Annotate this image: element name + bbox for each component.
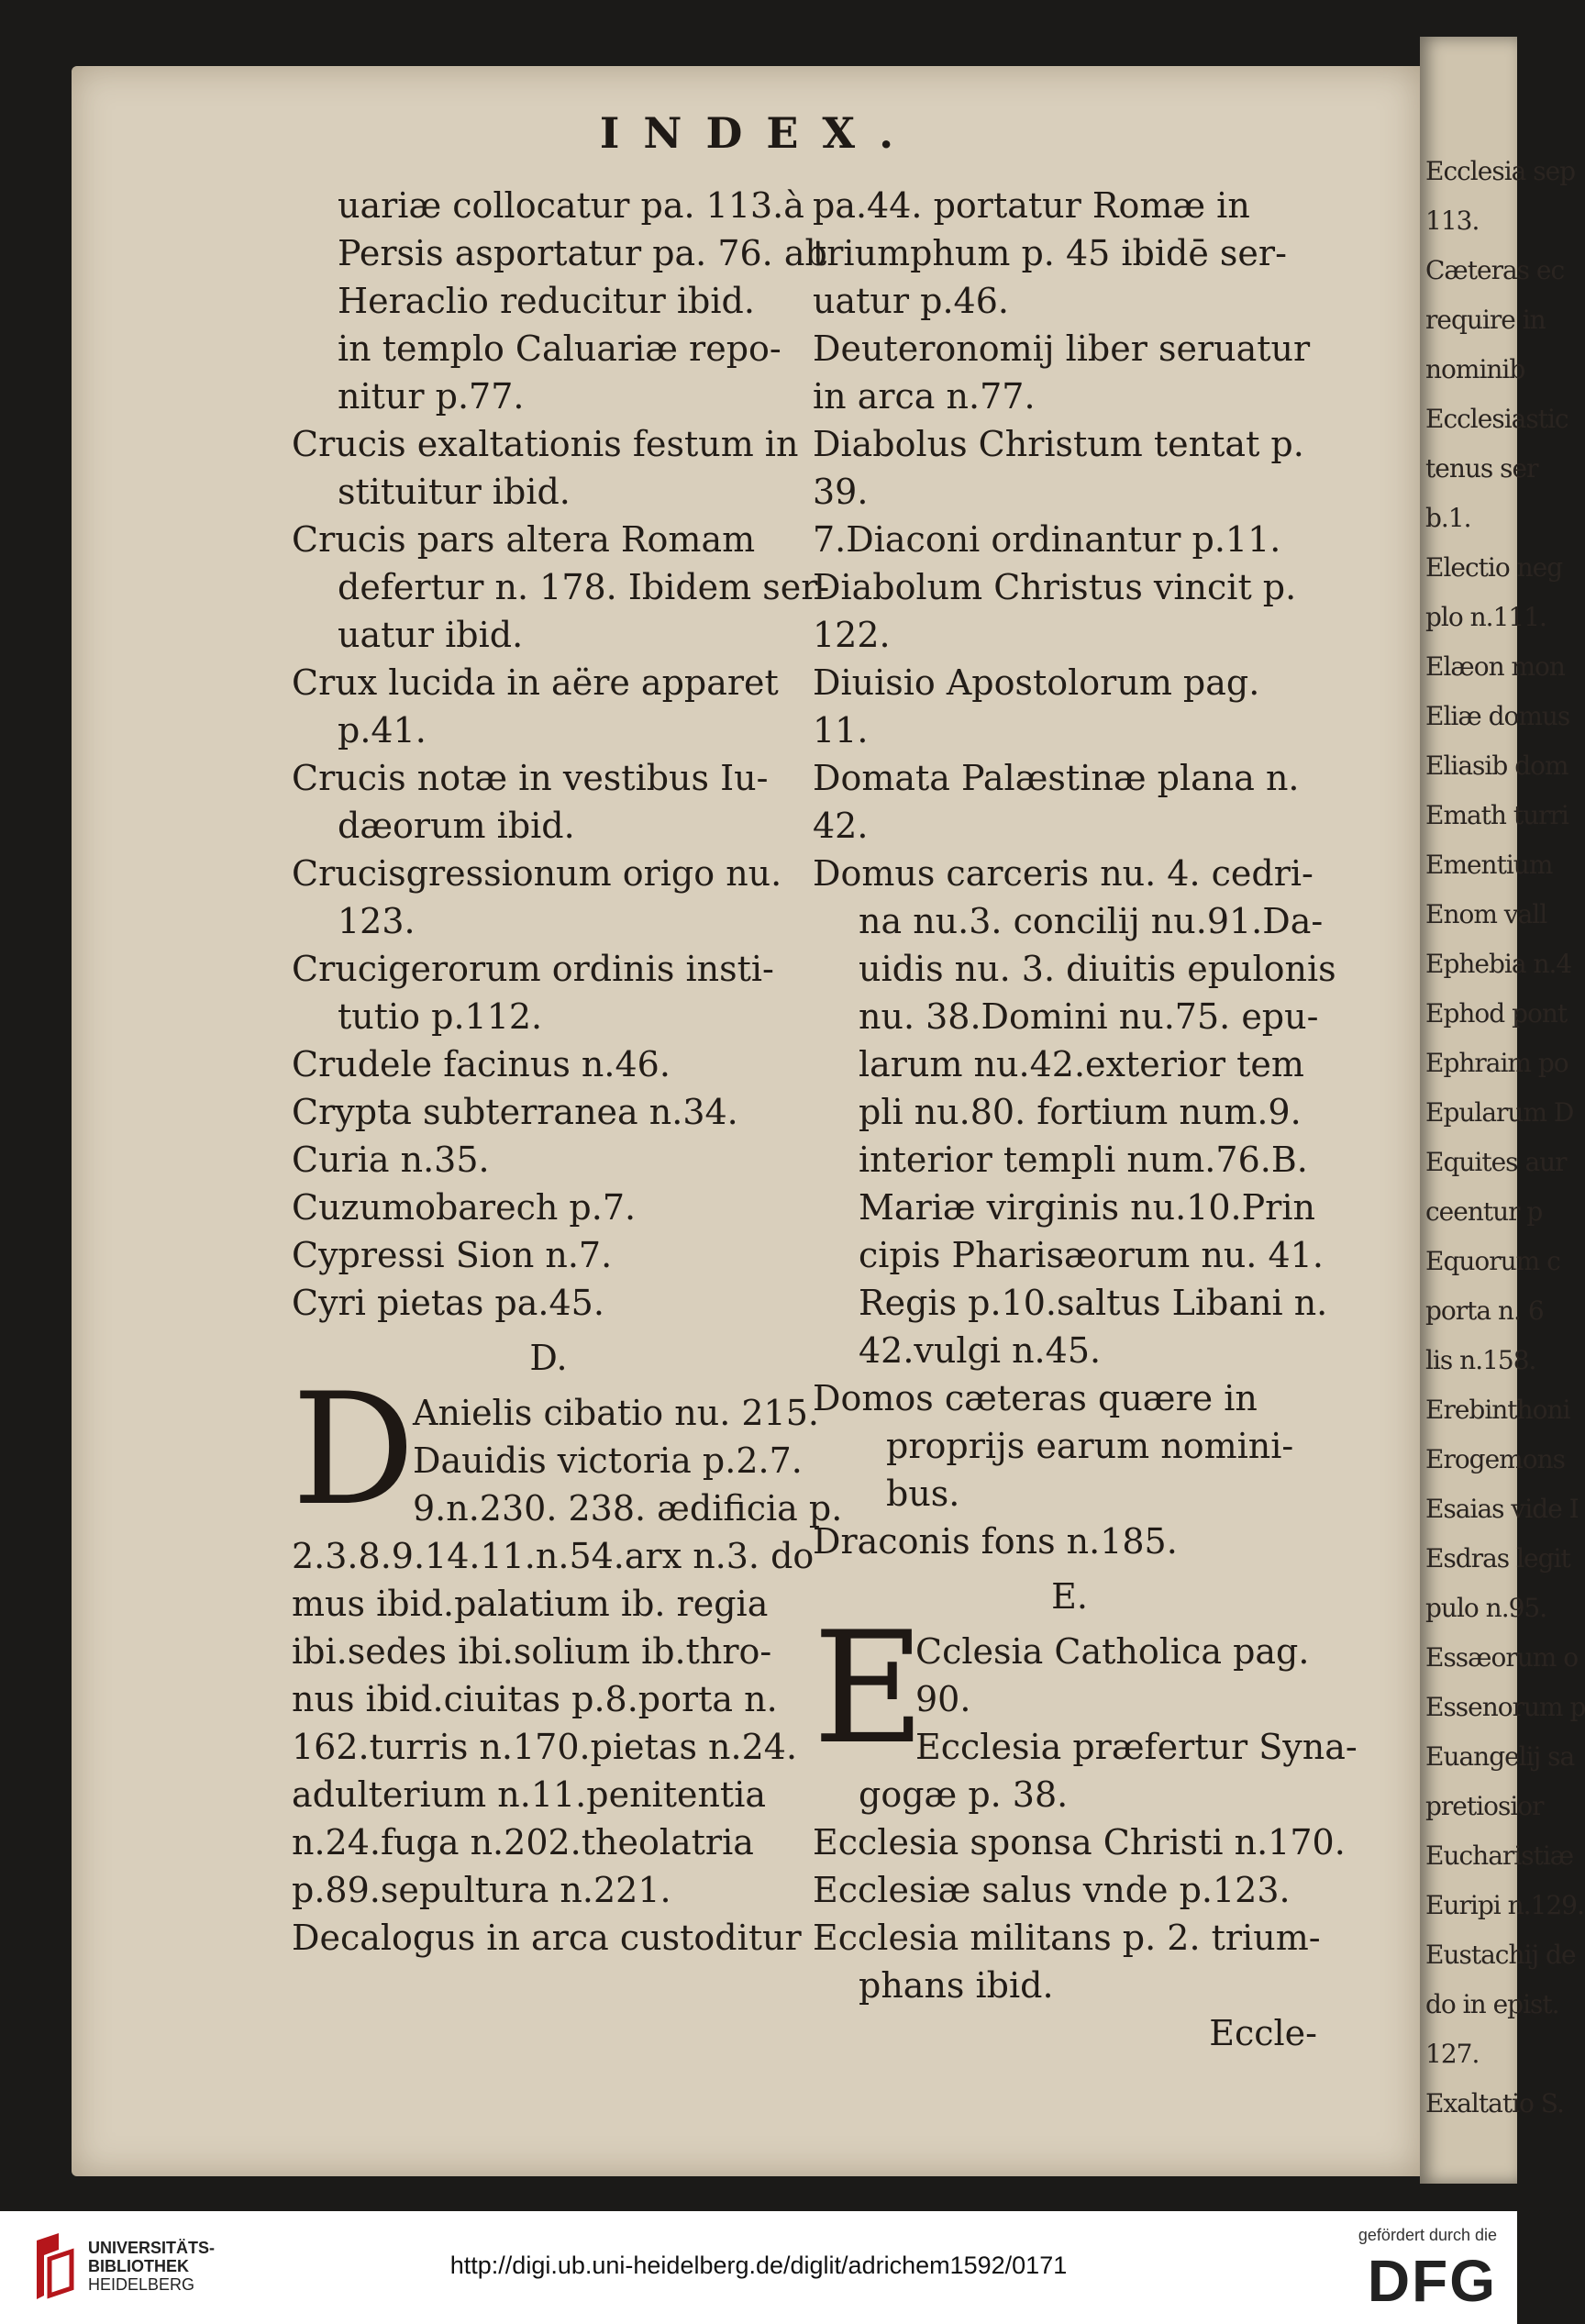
index-entry-line: tutio p.112. [338, 996, 543, 1037]
index-entry-line: proprijs earum nomini- [886, 1426, 1294, 1466]
index-entry-line: cipis Pharisæorum nu. 41. [859, 1235, 1324, 1275]
index-entry-line: 122. [813, 615, 891, 655]
facing-page-fragment: Exaltatio S. [1425, 2088, 1564, 2118]
index-entry-line: 42.vulgi n.45. [859, 1330, 1102, 1371]
index-entry-line: Cypressi Sion n.7. [292, 1235, 613, 1275]
facing-page-fragment: Ephebia n.4 [1425, 949, 1572, 979]
index-entry-line: Domus carceris nu. 4. cedri- [813, 853, 1313, 894]
facing-page-fragment: Eustachij de [1425, 1940, 1576, 1970]
index-entry-line: Diuisio Apostolorum pag. [813, 662, 1260, 703]
index-entry-line: Ecclesia militans p. 2. trium- [813, 1918, 1321, 1958]
facing-page-fragment: nominib [1425, 354, 1525, 384]
index-entry-line: 11. [813, 710, 869, 751]
facing-page-fragment: pulo n.95. [1425, 1593, 1547, 1623]
facing-page-fragment: Electio neg [1425, 552, 1563, 583]
index-entry-line: bus. [886, 1473, 960, 1514]
facing-page-fragment: 113. [1425, 206, 1480, 236]
index-entry-line: nu. 38.Domini nu.75. epu- [859, 996, 1319, 1037]
index-entry-line: larum nu.42.exterior tem [859, 1044, 1304, 1084]
index-entry-line: Ecclesiæ salus vnde p.123. [813, 1870, 1291, 1910]
index-entry-line: p.89.sepultura n.221. [292, 1870, 671, 1910]
facing-page-fragment: Emath turri [1425, 800, 1568, 830]
index-entry-line: Crucisgressionum origo nu. [292, 853, 782, 894]
index-entry-line: Cclesia Catholica pag. [915, 1631, 1310, 1672]
index-entry-line: uariæ collocatur pa. 113.à [338, 185, 804, 226]
index-entry-line: Diabolus Christum tentat p. [813, 424, 1304, 464]
facing-page-fragment: Elæon mon [1425, 651, 1565, 682]
index-entry-line: triumphum p. 45 ibidē ser- [813, 233, 1287, 273]
facing-page-fragment: Ecclesia sep [1425, 156, 1576, 186]
index-entry-line: n.24.fuga n.202.theolatria [292, 1822, 754, 1863]
facing-page-fragment: b.1. [1425, 503, 1471, 533]
index-entry-line: Crucis notæ in vestibus Iu- [292, 758, 769, 798]
section-heading-e: E. [1051, 1576, 1088, 1617]
facing-page-fragment: Erebinthoni [1425, 1395, 1570, 1425]
index-entry-line: adulterium n.11.penitentia [292, 1774, 767, 1815]
dfg-logo: DFG [1367, 2248, 1497, 2314]
index-entry-line: Crux lucida in aëre apparet [292, 662, 779, 703]
facing-page-fragment: do in epist. [1425, 1989, 1559, 2019]
index-entry-line: mus ibid.palatium ib. regia [292, 1584, 769, 1624]
index-entry-line: gogæ p. 38. [859, 1774, 1069, 1815]
index-entry-line: 90. [915, 1679, 971, 1719]
facing-page-fragment: Eucharistiæ [1425, 1840, 1574, 1871]
index-entry-line: Persis asportatur pa. 76. ab [338, 233, 827, 273]
index-entry-line: Cuzumobarech p.7. [292, 1187, 637, 1228]
index-entry-line: Regis p.10.saltus Libani n. [859, 1283, 1328, 1323]
right-column [813, 182, 1358, 2057]
index-entry-line: Mariæ virginis nu.10.Prin [859, 1187, 1315, 1228]
facing-page-fragment: 127. [1425, 2039, 1480, 2069]
index-entry-line: 42. [813, 806, 869, 846]
institution-name: UNIVERSITÄTS- BIBLIOTHEK HEIDELBERG [88, 2239, 216, 2294]
index-entry-line: Cyri pietas pa.45. [292, 1283, 604, 1323]
index-entry-line: Crudele facinus n.46. [292, 1044, 671, 1084]
index-entry-line: Curia n.35. [292, 1140, 490, 1180]
index-entry-line: Diabolum Christus vincit p. [813, 567, 1297, 607]
index-entry-line: 2.3.8.9.14.11.n.54.arx n.3. do [292, 1536, 815, 1576]
footer-bar [0, 2211, 1517, 2324]
index-entry-line: Crypta subterranea n.34. [292, 1092, 738, 1132]
index-entry-line: Heraclio reducitur ibid. [338, 281, 755, 321]
index-entry-line: Draconis fons n.185. [813, 1521, 1178, 1562]
facing-page-fragment: Erogemons [1425, 1444, 1565, 1474]
index-entry-line: interior templi num.76.B. [859, 1140, 1308, 1180]
source-url-link[interactable]: http://digi.ub.uni-heidelberg.de/diglit/adrichem1592/0171 [449, 2252, 1068, 2279]
facing-page-fragment: Esdras legit [1425, 1543, 1570, 1573]
facing-page-fragment: Esaias vide I [1425, 1494, 1579, 1524]
index-entry-line: Anielis cibatio nu. 215. [413, 1393, 819, 1433]
facing-page-fragment: Equites aur [1425, 1147, 1567, 1177]
facing-page-fragment: porta n. 6 [1425, 1295, 1544, 1326]
index-entry-line: pa.44. portatur Romæ in [813, 185, 1250, 226]
facing-page-fragment: require in [1425, 305, 1546, 335]
index-entry-line: Deuteronomij liber seruatur [813, 328, 1311, 369]
facing-page-fragment: Eliasib dom [1425, 751, 1568, 781]
facing-page-fragment: Ementium [1425, 850, 1553, 880]
section-heading-d: D. [529, 1338, 568, 1378]
index-entry-line: 123. [338, 901, 416, 941]
index-entry-line: 9.n.230. 238. ædificia p. [413, 1488, 843, 1529]
dropcap-e: E [813, 1598, 926, 1778]
index-entry-line: uatur p.46. [813, 281, 1009, 321]
index-entry-line: pli nu.80. fortium num.9. [859, 1092, 1302, 1132]
index-entry-line: nus ibid.ciuitas p.8.porta n. [292, 1679, 778, 1719]
index-entry-line: 7.Diaconi ordinantur p.11. [813, 519, 1281, 560]
facing-page-fragment: lis n.158. [1425, 1345, 1536, 1375]
facing-page-fragment: Ephod pont [1425, 998, 1568, 1029]
index-entry-line: Domata Palæstinæ plana n. [813, 758, 1300, 798]
index-entry-line: phans ibid. [859, 1965, 1054, 2006]
facing-page-fragment: Equorum c [1425, 1246, 1560, 1276]
facing-page-fragment: Ecclesiastic [1425, 404, 1568, 434]
facing-page-fragment: Epularum D [1425, 1097, 1574, 1128]
page-header: INDEX. [599, 108, 918, 158]
dropcap-d: D [292, 1360, 416, 1540]
index-entry-line: defertur n. 178. Ibidem ser- [338, 567, 830, 607]
index-entry-line: p.41. [338, 710, 427, 751]
index-entry-line: Crucigerorum ordinis insti- [292, 949, 774, 989]
facing-page-fragment: Euripi n.129. [1425, 1890, 1584, 1920]
index-entry-line: Domos cæteras quære in [813, 1378, 1258, 1418]
facing-page-fragment: Essæorum o [1425, 1642, 1579, 1673]
facing-page-fragment: Euangelij sa [1425, 1741, 1575, 1772]
index-entry-line: Decalogus in arca custoditur [292, 1918, 802, 1958]
index-entry-line: stituitur ibid. [338, 472, 571, 512]
facing-page-fragment: tenus ser [1425, 453, 1538, 484]
index-entry-line: Ecclesia præfertur Syna- [915, 1727, 1358, 1767]
index-entry-line: uatur ibid. [338, 615, 524, 655]
index-entry-line: ibi.sedes ibi.solium ib.thro- [292, 1631, 772, 1672]
facing-page-edge [1420, 37, 1585, 2184]
index-entry-line: Ecclesia sponsa Christi n.170. [813, 1822, 1346, 1863]
facing-page-fragment: Cæteras ec [1425, 255, 1565, 285]
index-entry-line: Crucis pars altera Romam [292, 519, 756, 560]
facing-page-fragment: Enom vall [1425, 899, 1547, 929]
sponsor-label: gefördert durch die [1358, 2226, 1497, 2244]
facing-page-fragment: ceentur p [1425, 1196, 1543, 1227]
facing-page-fragment: pretiosior [1425, 1791, 1544, 1821]
catchword: Eccle- [1209, 2013, 1317, 2053]
index-entry-line: in templo Caluariæ repo- [338, 328, 781, 369]
index-entry-line: nitur p.77. [338, 376, 525, 417]
index-entry-line: 162.turris n.170.pietas n.24. [292, 1727, 798, 1767]
facing-page-fragment: plo n.111. [1425, 602, 1546, 632]
index-entry-line: uidis nu. 3. diuitis epulonis [859, 949, 1336, 989]
facing-page-fragment: Ephraim po [1425, 1048, 1568, 1078]
index-entry-line: 39. [813, 472, 869, 512]
facing-page-fragment: Essenorum p [1425, 1692, 1585, 1722]
index-entry-line: dæorum ibid. [338, 806, 575, 846]
facing-page-fragment: Eliæ domus [1425, 701, 1570, 731]
index-entry-line: na nu.3. concilij nu.91.Da- [859, 901, 1324, 941]
index-entry-line: Crucis exaltationis festum in [292, 424, 799, 464]
index-entry-line: Dauidis victoria p.2.7. [413, 1440, 803, 1481]
index-entry-line: in arca n.77. [813, 376, 1036, 417]
